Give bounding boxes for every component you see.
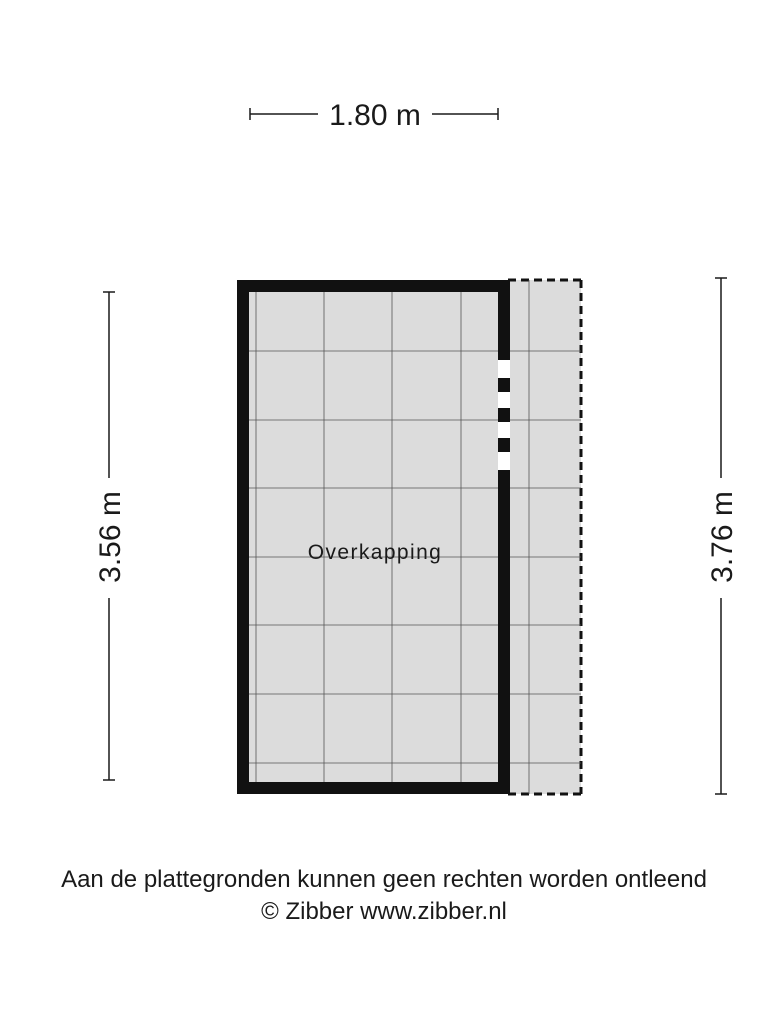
right-height-dimension-label: 3.76 m	[706, 491, 739, 583]
left-height-dimension-label: 3.56 m	[94, 491, 127, 583]
wall-opening	[498, 360, 510, 470]
room-label: Overkapping	[307, 541, 443, 564]
roof-overhang	[508, 280, 581, 794]
right-height-dimension	[706, 278, 739, 794]
disclaimer-text: Aan de plattegronden kunnen geen rechten worden ontleend	[61, 866, 707, 893]
left-height-dimension	[94, 292, 127, 780]
width-dimension	[250, 99, 498, 132]
width-dimension-label: 1.80 m	[329, 99, 421, 132]
copyright-text: © Zibber www.zibber.nl	[261, 898, 507, 925]
